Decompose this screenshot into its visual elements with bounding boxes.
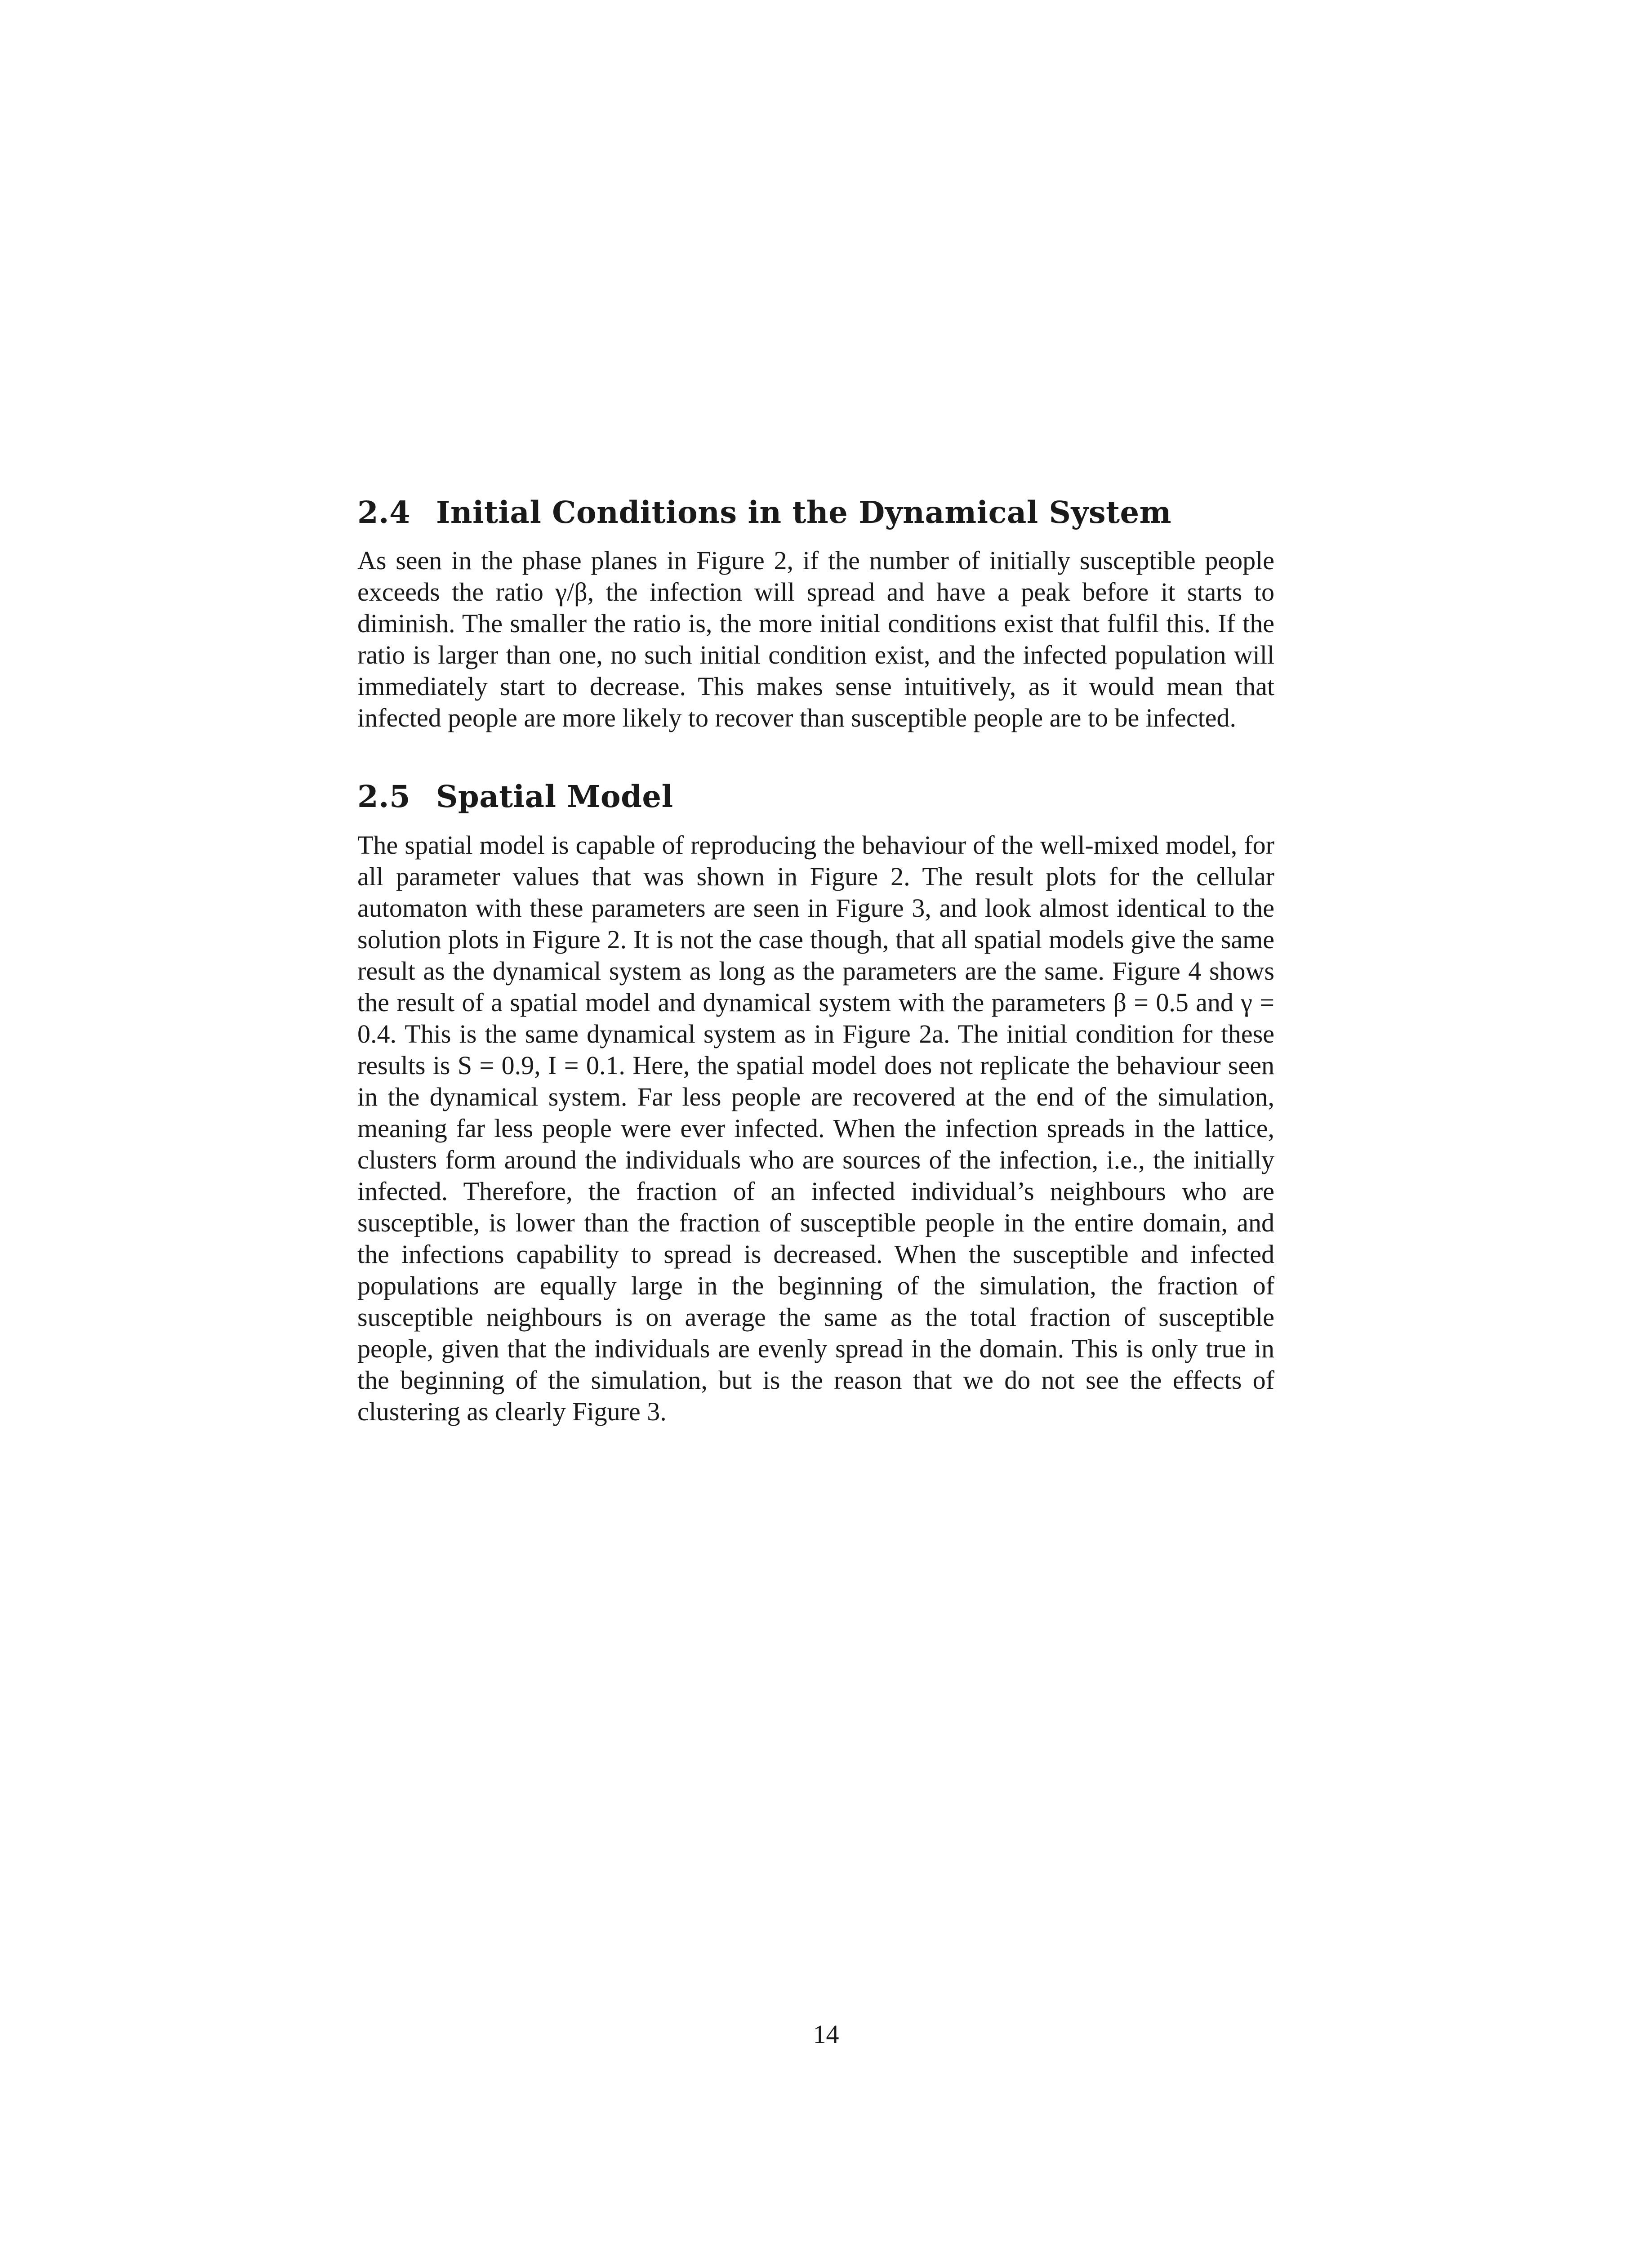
section-heading [357,495,1274,531]
body-paragraph: The spatial model is capable of reproducing the behaviour of the well-mixed model, for all parameter values that was shown in Figure 2. The result plots for the cellular automaton with these parameters are seen in Figure 3, and look almost identical to the solution plots in Figure 2. It is not the case though, that all spatial models give the same result as the dynamical system as long as the parameters are the same. Figure 4 shows the result of a spatial model and dynamical system with the parameters β = 0.5 and γ = 0.4. This is the same dynamical system as in Figure 2a. The initial condition for these results is S = 0.9, I = 0.1. Here, the spatial model does not replicate the behaviour seen in the dynamical system. Far less people are recovered at the end of the simulation, meaning far less people were ever infected. When the infection spreads in the lattice, clusters form around the individuals who are sources of the infection, i.e., the initially infected. Therefore, the fraction of an infected individual’s neighbours who are susceptible, is lower than the fraction of susceptible people in the entire domain, and the infections capability to spread is decreased. When the susceptible and infected populations are equally large in the beginning of the simulation, the fraction of susceptible neighbours is on average the same as the total fraction of susceptible people, given that the individuals are evenly spread in the domain. This is only true in the beginning of the simulation, but is the reason that we do not see the effects of clustering as clearly Figure 3. [357,830,1274,1426]
section-title: Spatial Model [436,779,673,815]
section-title: Initial Conditions in the Dynamical System [436,495,1172,530]
section-number: 2.4 [357,495,411,530]
section-initial-conditions [357,495,1274,734]
body-paragraph: As seen in the phase planes in Figure 2, if the number of initially susceptible people exceeds the ratio γ/β, the infection will spread and have a peak before it starts to diminish. The smaller the ratio is, the more initial conditions exist that fulfil this. If the ratio is larger than one, no such initial condition exist, and the infected population will immediately start to decrease. This makes sense intuitively, as it would mean that infected people are more likely to recover than susceptible people are to be infected. [357,546,1274,733]
section-spatial-model [357,779,1274,1427]
section-number: 2.5 [357,779,411,815]
page-number: 14 [813,2020,839,2049]
page-content [357,495,1274,1427]
section-heading [357,779,1274,815]
